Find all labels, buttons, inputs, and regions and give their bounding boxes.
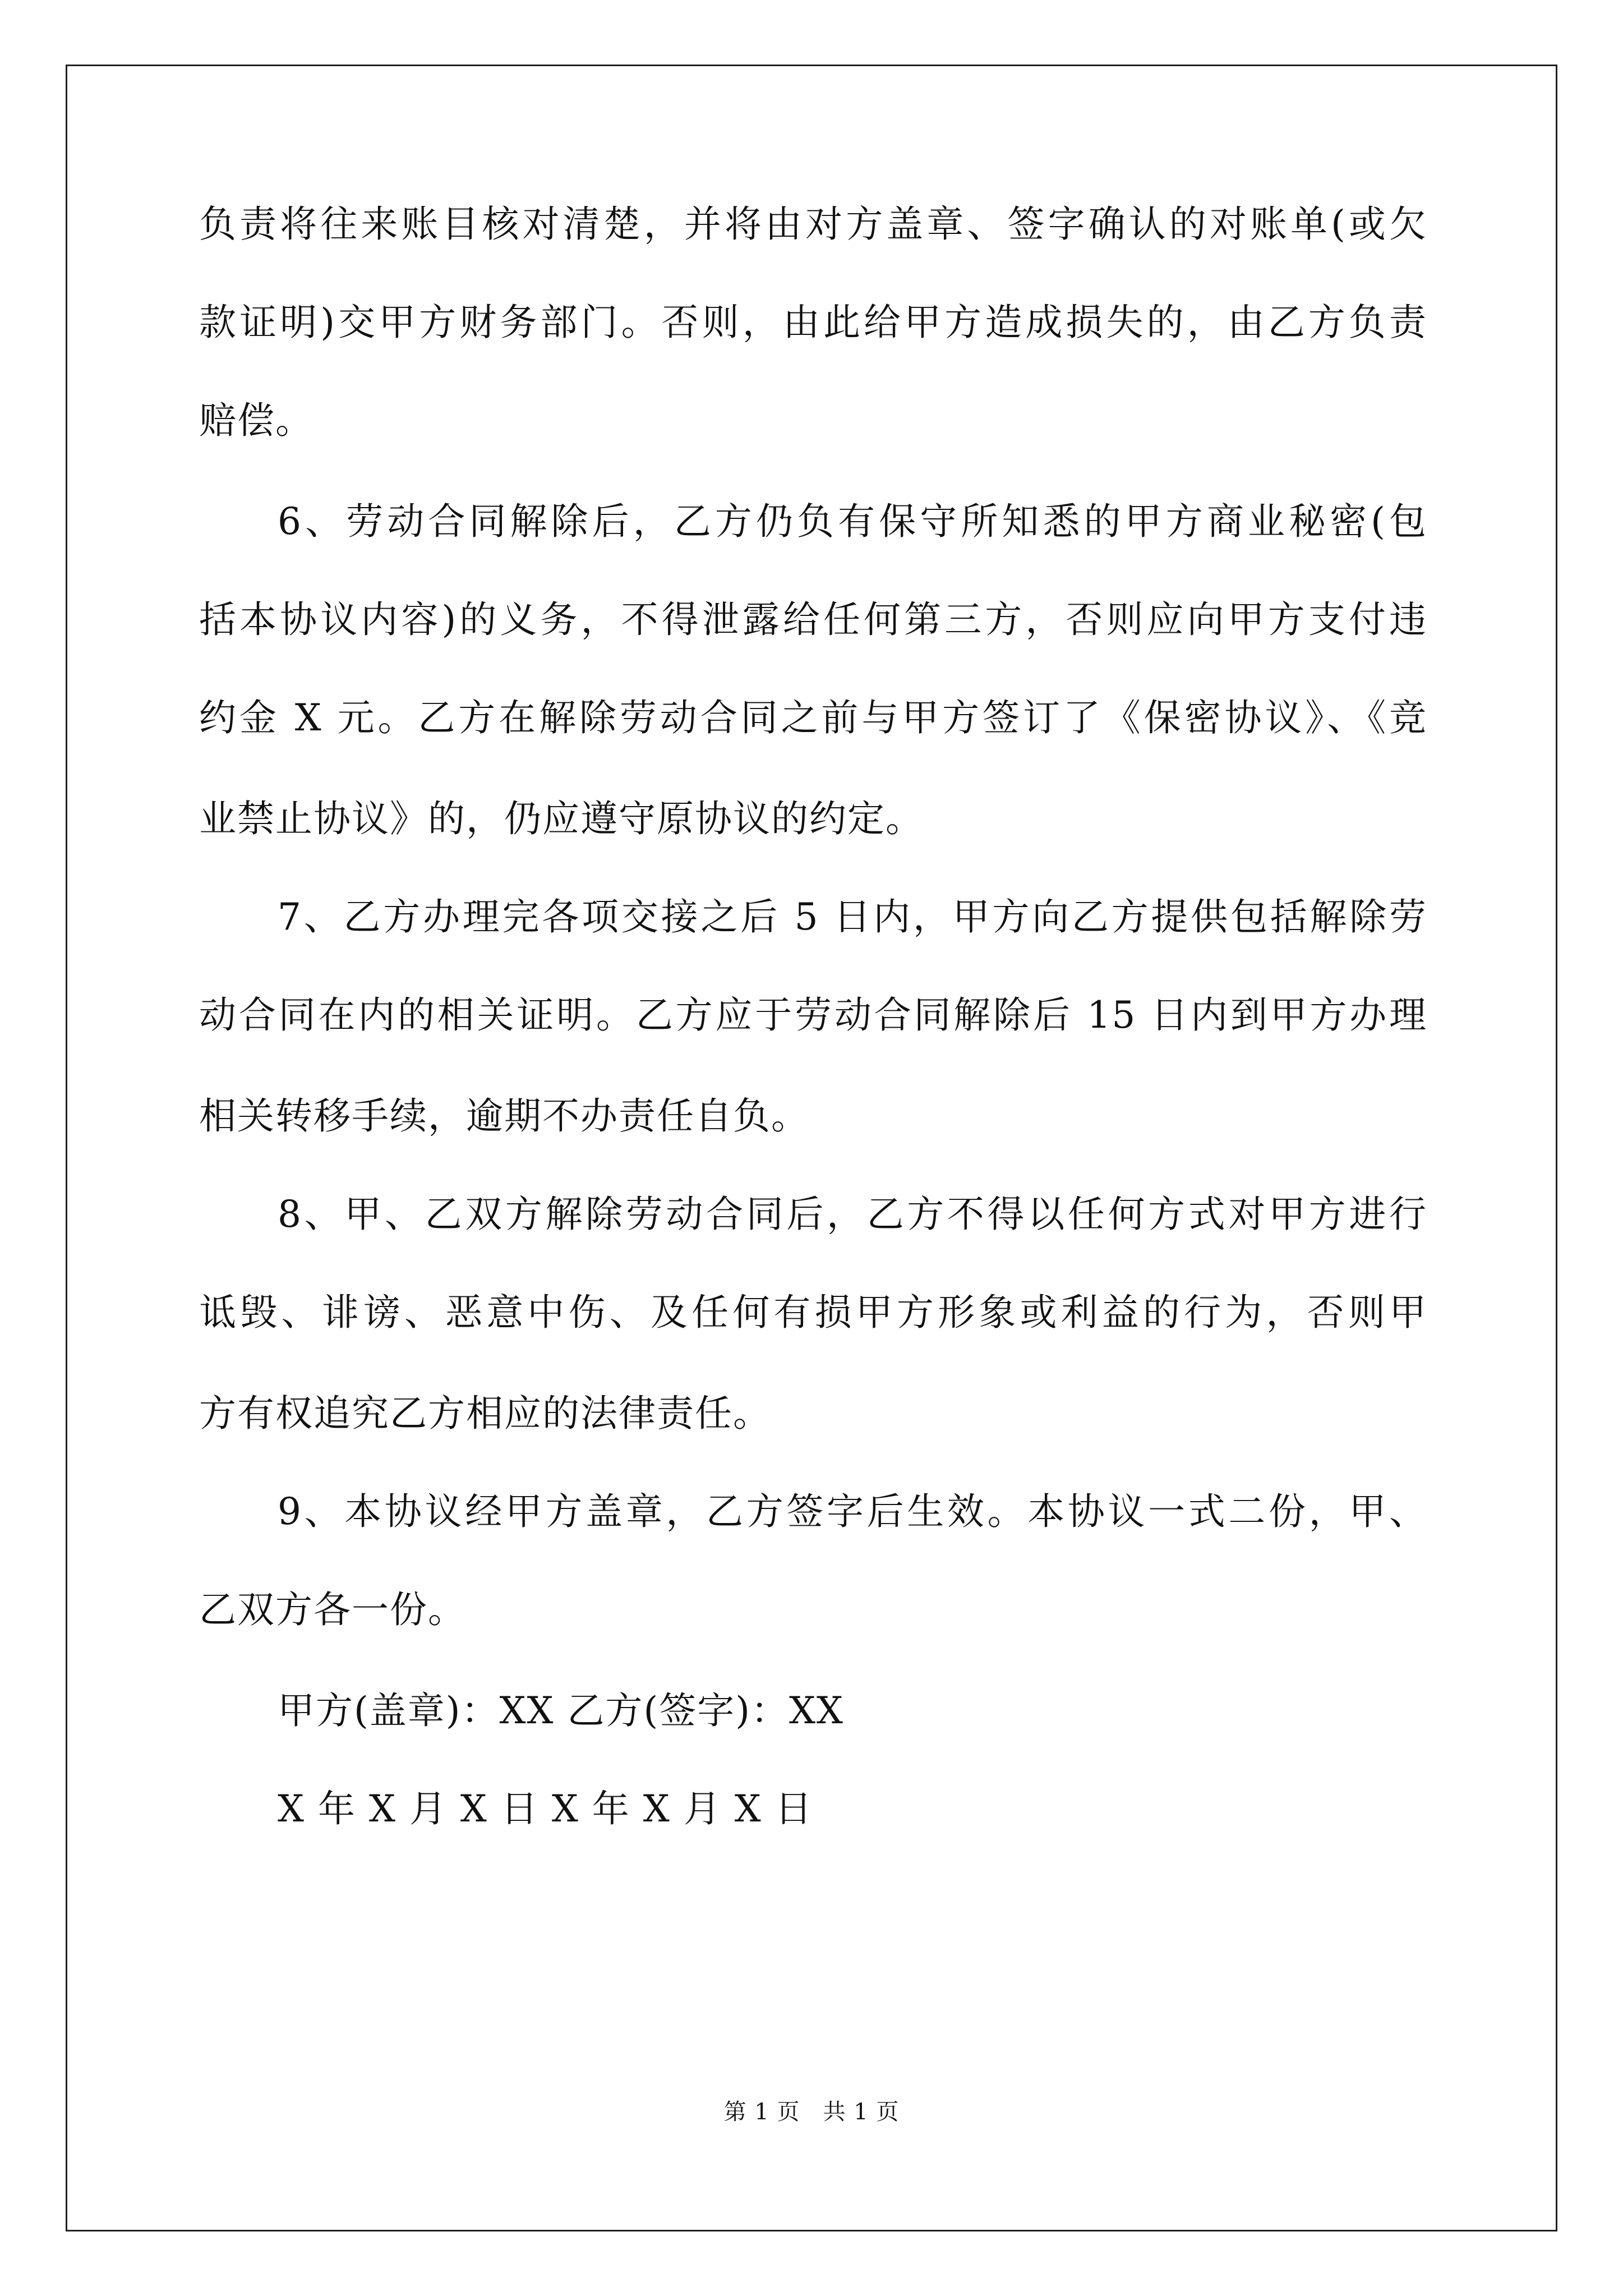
paragraph-6-line-1: 6、劳动合同解除后，乙方仍负有保守所知悉的甲方商业秘密(包 — [278, 500, 1427, 543]
paragraph-7-line-3: 相关转移手续，逾期不办责任自负。 — [199, 1094, 809, 1138]
paragraph-9-line-1: 9、本协议经甲方盖章，乙方签字后生效。本协议一式二份，甲、 — [278, 1490, 1427, 1533]
page-frame — [66, 65, 1557, 2231]
paragraph-5-line-1: 负责将往来账目核对清楚，并将由对方盖章、签字确认的对账单(或欠 — [199, 203, 1427, 246]
paragraph-5-line-2: 款证明)交甲方财务部门。否则，由此给甲方造成损失的，由乙方负责 — [199, 301, 1427, 344]
paragraph-5-line-3: 赔偿。 — [199, 399, 313, 442]
paragraph-8-line-3: 方有权追究乙方相应的法律责任。 — [199, 1392, 771, 1435]
date-line: X 年 X 月 X 日 X 年 X 月 X 日 — [278, 1787, 813, 1830]
signature-line: 甲方(盖章)：XX 乙方(签字)：XX — [278, 1689, 844, 1732]
paragraph-6-line-2: 括本协议内容)的义务，不得泄露给任何第三方，否则应向甲方支付违 — [199, 598, 1427, 641]
paragraph-8-line-2: 诋毁、诽谤、恶意中伤、及任何有损甲方形象或利益的行为，否则甲 — [199, 1291, 1427, 1334]
paragraph-6-line-3: 约金 X 元。乙方在解除劳动合同之前与甲方签订了《保密协议》、《竞 — [199, 696, 1427, 739]
paragraph-8-line-1: 8、甲、乙双方解除劳动合同后，乙方不得以任何方式对甲方进行 — [278, 1193, 1427, 1236]
paragraph-9-line-2: 乙双方各一份。 — [199, 1588, 466, 1631]
paragraph-6-line-4: 业禁止协议》的，仍应遵守原协议的约定。 — [199, 797, 924, 840]
paragraph-7-line-1: 7、乙方办理完各项交接之后 5 日内，甲方向乙方提供包括解除劳 — [278, 895, 1427, 938]
paragraph-7-line-2: 动合同在内的相关证明。乙方应于劳动合同解除后 15 日内到甲方办理 — [199, 993, 1427, 1037]
page-number-footer: 第 1 页 共 1 页 — [723, 2099, 900, 2125]
